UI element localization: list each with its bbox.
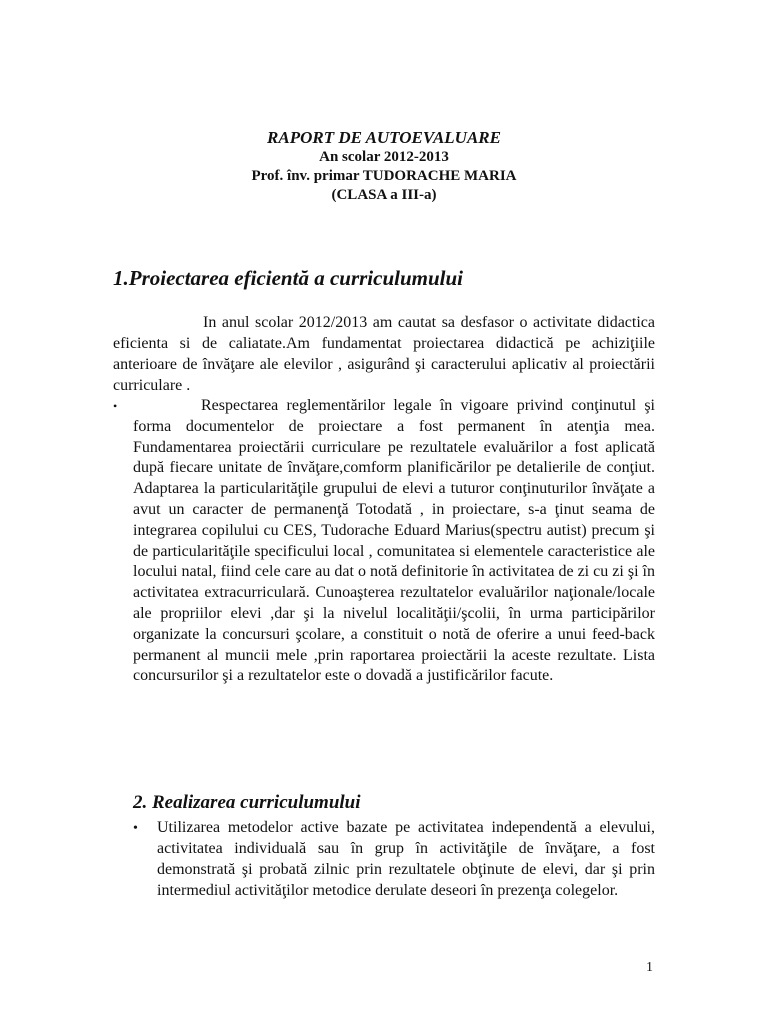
section-1-heading: 1.Proiectarea eficientă a curriculumului bbox=[113, 266, 463, 290]
section-2-heading: 2. Realizarea curriculumului bbox=[133, 792, 361, 813]
report-title: RAPORT DE AUTOEVALUARE bbox=[267, 128, 501, 147]
bullet-icon: • bbox=[113, 399, 118, 413]
school-year: An scolar 2012-2013 bbox=[319, 149, 449, 165]
page-number: 1 bbox=[646, 960, 653, 975]
document-header bbox=[0, 128, 768, 205]
section-2-bullet-text: Utilizarea metodelor active bazate pe activitatea independentă a elevului, activitatea individuală sau în grup în activităţile de învăţare, a fost demonstrată şi probată zilnic prin rezultatele obţinute de elevi, dar şi prin intermediul activităţilor metodice derulate deseori în prezenţa colegelor. bbox=[157, 819, 655, 899]
teacher-name: Prof. înv. primar TUDORACHE MARIA bbox=[251, 168, 517, 184]
section-1-intro-paragraph: In anul scolar 2012/2013 am cautat sa desfasor o activitate didactica eficienta si de caliatate.Am fundamentat proiectarea didactică pe achiziţiile anterioare de învăţare ale elevilor , asigurând şi caracterului aplicativ al proiectării curriculare . bbox=[113, 314, 655, 394]
section-1-bullet-item bbox=[113, 396, 655, 687]
bullet-icon: • bbox=[133, 821, 138, 836]
section-2-bullet-item bbox=[133, 817, 655, 901]
class-name: (CLASA a III-a) bbox=[331, 187, 437, 203]
section-1-bullet-text: Respectarea reglementărilor legale în vigoare privind conţinutul şi forma documentelor de proiectare a fost permanent în atenţia mea. Fundamentarea proiectării curriculare pe rezultatele evaluărilor a fost aplicată după fiecare unitate de învăţare,comform planificărilor pe detalierile de conţiut. Adaptarea la particularităţile grupului de elevi a tuturor conţinuturilor învăţate a avut un caracter de permanenţă Totodată , in proiectare, s-a ţinut seama de integrarea copilului cu CES, Tudorache Eduard Marius(spectru autist) precum şi de particularităţile specificului local , comunitatea si elementele caracteristice ale locului natal, fiind cele care au dat o notă definitorie în activitatea de zi cu zi şi în activitatea extracurriculară. Cunoaşterea rezultatelor evaluărilor naţionale/locale ale propriilor elevi ,dar şi la nivelul localităţii/şcolii, în urma participărilor organizate la concursuri şcolare, a constituit o notă de oferire a unui feed-back permanent al muncii mele ,prin raportarea proiectării la aceste rezultate. Lista concursurilor şi a rezultatelor este o dovadă a justificărilor facute. bbox=[133, 397, 655, 685]
